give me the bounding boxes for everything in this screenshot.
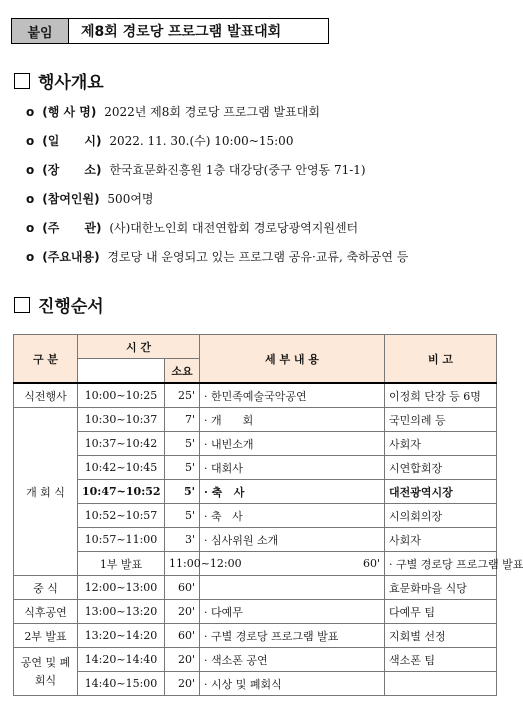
group-cell: 2부 발표 <box>14 624 78 648</box>
checkbox-square-icon <box>14 297 30 313</box>
group-cell: 중 식 <box>14 576 78 600</box>
attachment-tag: 붙임 <box>11 18 69 44</box>
schedule-table <box>13 334 523 696</box>
overview-item-venue: o (장 소) 한국효문화진흥원 1층 대강당(중구 안영동 71-1) <box>26 163 366 177</box>
overview-item-attendees: o (참여인원) 500여명 <box>26 192 154 206</box>
table-row: 공연 및 폐회식 14:20~14:40 20' · 색소폰 공연 색소폰 팀 <box>14 648 497 672</box>
col-division: 구 분 <box>14 335 78 384</box>
overview-item-date: o (일 시) 2022. 11. 30.(수) 10:00~15:00 <box>26 134 294 148</box>
col-details: 세 부 내 용 <box>200 335 385 384</box>
table-row: 10:57~11:00 3' · 심사위원 소개 사회자 <box>14 528 497 552</box>
table-row: 2부 발표 13:20~14:20 60' · 구별 경로당 프로그램 발표 지회별 선정 <box>14 624 497 648</box>
circle-bullet-icon: o <box>26 250 35 264</box>
group-cell: 공연 및 폐회식 <box>14 648 78 696</box>
col-time: 시 간 <box>78 335 200 359</box>
table-row: 1부 발표 11:00~12:00 60' · 구별 경로당 프로그램 발표 <box>14 552 497 576</box>
group-cell: 1부 발표 <box>78 552 165 576</box>
table-row: 10:37~10:42 5' · 내빈소개 사회자 <box>14 432 497 456</box>
circle-bullet-icon: o <box>26 192 35 206</box>
col-remarks: 비 고 <box>385 335 497 384</box>
table-row-highlighted: 10:47~10:52 5' · 축 사 대전광역시장 <box>14 480 497 504</box>
overview-item-host: o (주 관) (사)대한노인회 대전연합회 경로당광역지원센터 <box>26 221 359 235</box>
overview-item-content: o (주요내용) 경로당 내 운영되고 있는 프로그램 공유·교류, 축하공연 등 <box>26 250 409 264</box>
table-row: 식후공연 13:00~13:20 20' · 다예무 다예무 팀 <box>14 600 497 624</box>
document-header <box>11 18 329 44</box>
col-duration: 소요 <box>165 359 200 384</box>
group-cell: 식후공연 <box>14 600 78 624</box>
circle-bullet-icon: o <box>26 105 35 119</box>
table-row: 14:40~15:00 20' · 시상 및 폐회식 <box>14 672 497 696</box>
group-cell: 식전행사 <box>14 383 78 408</box>
table-row: 중 식 12:00~13:00 60' 효문화마을 식당 <box>14 576 497 600</box>
document-title: 제8회 경로당 프로그램 발표대회 <box>69 18 329 44</box>
table-row: 10:52~10:57 5' · 축 사 시의회의장 <box>14 504 497 528</box>
progress-heading-text: 진행순서 <box>38 297 104 317</box>
circle-bullet-icon: o <box>26 163 35 177</box>
circle-bullet-icon: o <box>26 221 35 235</box>
overview-item-name: o (행 사 명) 2022년 제8회 경로당 프로그램 발표대회 <box>26 105 320 119</box>
overview-heading <box>14 68 104 93</box>
checkbox-square-icon <box>14 73 30 89</box>
progress-heading <box>14 292 104 317</box>
circle-bullet-icon: o <box>26 134 35 148</box>
overview-heading-text: 행사개요 <box>38 73 104 93</box>
table-row: 식전행사 10:00~10:25 25' · 한민족예술국악공연 이정희 단장 등 6명 <box>14 383 497 408</box>
table-row: 개 회 식 10:30~10:37 7' · 개 회 국민의례 등 <box>14 408 497 432</box>
group-cell: 개 회 식 <box>14 408 78 576</box>
table-row: 10:42~10:45 5' · 대회사 시연합회장 <box>14 456 497 480</box>
